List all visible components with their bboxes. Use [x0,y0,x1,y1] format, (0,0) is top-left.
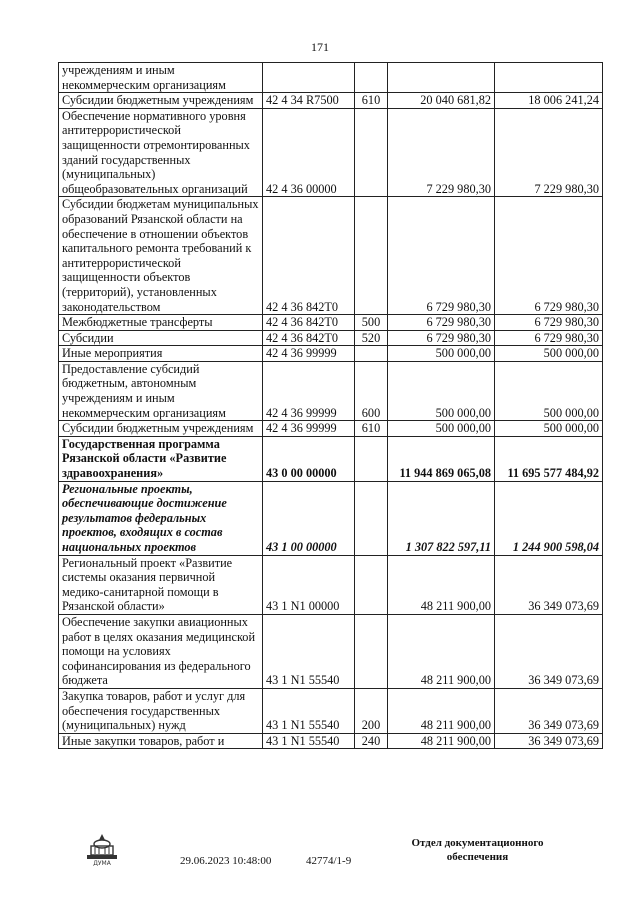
budget-table [58,62,603,749]
row-sum-2023-cell: 1 307 822 597,11 [388,481,495,555]
row-name-cell: Обеспечение закупки авиационных работ в целях оказания медицинской помощи на условиях софинансирования из федерального бюджета [59,614,263,688]
row-name-cell: Иные мероприятия [59,346,263,362]
row-vr-cell: 610 [355,421,388,437]
row-code-cell: 43 1 N1 55540 [263,733,355,749]
row-sum-2024-cell: 36 349 073,69 [495,733,603,749]
table-row [59,688,603,733]
table-row [59,614,603,688]
row-sum-2023-cell: 11 944 869 065,08 [388,436,495,481]
row-name-cell: Субсидии [59,330,263,346]
row-name-cell: Субсидии бюджетным учреждениям [59,421,263,437]
row-vr-cell: 610 [355,93,388,109]
table-row [59,555,603,614]
row-name-cell: Обеспечение нормативного уровня антитеррористической защищенности отремонтированных зданий государственных (муниципальных) общеобразовательных организаций [59,108,263,197]
row-sum-2024-cell: 6 729 980,30 [495,330,603,346]
row-code-cell: 42 4 36 842Т0 [263,315,355,331]
row-vr-cell: 600 [355,361,388,420]
table-row [59,108,603,197]
row-sum-2023-cell: 48 211 900,00 [388,733,495,749]
row-code-cell: 43 1 00 00000 [263,481,355,555]
table-row [59,93,603,109]
row-code-cell: 42 4 36 00000 [263,108,355,197]
row-vr-cell [355,108,388,197]
footer-datetime: 29.06.2023 10:48:00 [180,855,272,867]
row-sum-2024-cell: 1 244 900 598,04 [495,481,603,555]
footer-doc-number: 42774/1-9 [306,855,352,867]
row-sum-2024-cell: 36 349 073,69 [495,688,603,733]
table-row [59,481,603,555]
row-code-cell: 42 4 34 R7500 [263,93,355,109]
row-sum-2023-cell: 7 229 980,30 [388,108,495,197]
table-row [59,436,603,481]
row-vr-cell [355,436,388,481]
row-sum-2023-cell: 500 000,00 [388,346,495,362]
row-sum-2023-cell: 6 729 980,30 [388,197,495,315]
row-sum-2024-cell [495,63,603,93]
row-code-cell: 43 1 N1 00000 [263,555,355,614]
row-name-cell: Субсидии бюджетным учреждениям [59,93,263,109]
table-row [59,421,603,437]
row-name-cell: учреждениям и иным некоммерческим организациям [59,63,263,93]
row-sum-2024-cell: 500 000,00 [495,421,603,437]
duma-logo-icon [82,832,122,866]
row-name-cell: Региональные проекты, обеспечивающие достижение результатов федеральных проектов, входящих в состав национальных проектов [59,481,263,555]
row-vr-cell [355,614,388,688]
row-sum-2024-cell: 500 000,00 [495,361,603,420]
row-vr-cell: 520 [355,330,388,346]
table-row [59,733,603,749]
row-name-cell: Межбюджетные трансферты [59,315,263,331]
row-name-cell: Иные закупки товаров, работ и [59,733,263,749]
row-sum-2023-cell: 20 040 681,82 [388,93,495,109]
row-sum-2024-cell: 36 349 073,69 [495,614,603,688]
row-vr-cell: 200 [355,688,388,733]
row-vr-cell: 240 [355,733,388,749]
row-vr-cell [355,346,388,362]
row-vr-cell: 500 [355,315,388,331]
row-code-cell: 42 4 36 842Т0 [263,330,355,346]
row-sum-2023-cell: 48 211 900,00 [388,555,495,614]
row-vr-cell [355,63,388,93]
row-sum-2024-cell: 18 006 241,24 [495,93,603,109]
row-code-cell: 43 0 00 00000 [263,436,355,481]
row-sum-2023-cell: 48 211 900,00 [388,688,495,733]
row-name-cell: Предоставление субсидий бюджетным, автономным учреждениям и иным некоммерческим организациям [59,361,263,420]
row-vr-cell [355,555,388,614]
row-sum-2024-cell: 11 695 577 484,92 [495,436,603,481]
row-code-cell: 43 1 N1 55540 [263,614,355,688]
table-row [59,346,603,362]
row-code-cell: 43 1 N1 55540 [263,688,355,733]
row-sum-2024-cell: 6 729 980,30 [495,315,603,331]
row-name-cell: Закупка товаров, работ и услуг для обеспечения государственных (муниципальных) нужд [59,688,263,733]
row-name-cell: Субсидии бюджетам муниципальных образований Рязанской области на обеспечение в отношении объектов капитального ремонта требований к антитеррористической защищенности объектов (территорий), установленных законодательством [59,197,263,315]
department-stamp [405,836,550,864]
row-vr-cell [355,197,388,315]
row-name-cell: Региональный проект «Развитие системы оказания первичной медико-санитарной помощи в Рязанской области» [59,555,263,614]
row-sum-2023-cell: 6 729 980,30 [388,315,495,331]
row-code-cell [263,63,355,93]
row-code-cell: 42 4 36 99999 [263,346,355,362]
row-sum-2023-cell: 48 211 900,00 [388,614,495,688]
logo-text: ДУМА [93,860,111,866]
table-row [59,315,603,331]
row-sum-2024-cell: 500 000,00 [495,346,603,362]
table-row [59,330,603,346]
row-sum-2023-cell: 500 000,00 [388,421,495,437]
department-line-1: Отдел документационного [411,837,544,849]
table-row [59,197,603,315]
row-code-cell: 42 4 36 99999 [263,361,355,420]
row-sum-2024-cell: 6 729 980,30 [495,197,603,315]
table-row [59,361,603,420]
row-sum-2023-cell [388,63,495,93]
page-number: 171 [311,40,329,54]
row-sum-2023-cell: 500 000,00 [388,361,495,420]
row-code-cell: 42 4 36 842Т0 [263,197,355,315]
department-line-2: обеспечения [446,851,509,863]
table-row [59,63,603,93]
row-vr-cell [355,481,388,555]
row-sum-2024-cell: 36 349 073,69 [495,555,603,614]
row-name-cell: Государственная программа Рязанской области «Развитие здравоохранения» [59,436,263,481]
row-sum-2024-cell: 7 229 980,30 [495,108,603,197]
row-code-cell: 42 4 36 99999 [263,421,355,437]
row-sum-2023-cell: 6 729 980,30 [388,330,495,346]
